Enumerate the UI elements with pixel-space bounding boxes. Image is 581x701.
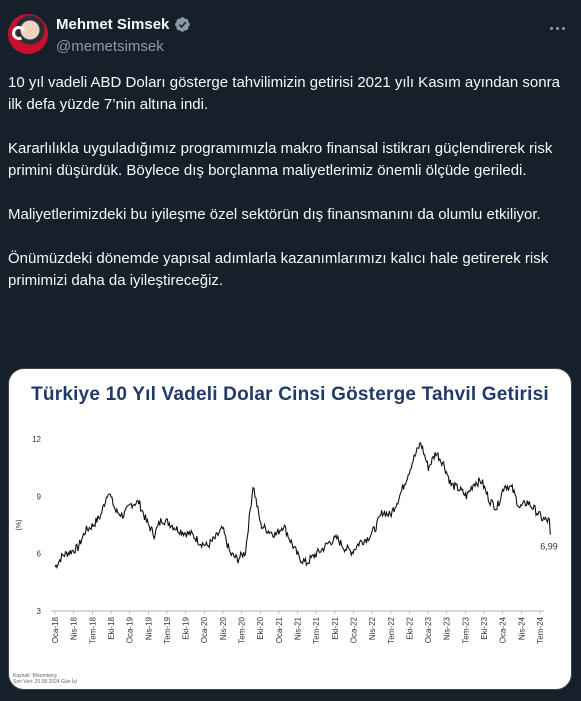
author-name-line[interactable]	[56, 16, 191, 33]
x-tick-label: Nis-21	[293, 617, 303, 641]
tweet-paragraph: Kararlılıkla uyguladığımız programımızla makro finansal istikrarı güçlendirerek risk primini düşürdük. Böylece dış borçlanma maliyetlerimiz önemli ölçüde geriledi.	[8, 140, 553, 179]
x-tick-label: Tem-19	[162, 617, 172, 644]
verified-badge-icon	[174, 16, 191, 33]
x-tick-label: Eki-22	[405, 617, 415, 640]
x-tick-label: Nis-24	[517, 617, 527, 641]
chart-source-line: Kaynak: Bloomberg	[13, 673, 57, 679]
chart-image[interactable]	[8, 368, 572, 690]
x-tick-label: Oca-22	[349, 617, 359, 644]
x-tick-label: Tem-24	[536, 617, 545, 644]
x-tick-label: Eki-21	[330, 617, 340, 640]
yield-series-line	[55, 443, 550, 568]
x-tick-label: Oca-20	[200, 617, 210, 644]
tweet-paragraph: 10 yıl vadeli ABD Doları gösterge tahvilimizin getirisi 2021 yılı Kasım ayından sonra ilk defa yüzde 7’nin altına indi.	[8, 74, 560, 113]
y-tick-label: 12	[32, 435, 41, 444]
display-name[interactable]: Mehmet Simsek	[56, 16, 170, 33]
x-tick-label: Nis-23	[442, 617, 452, 641]
y-tick-label: 6	[36, 549, 41, 559]
y-tick-label: 9	[36, 492, 41, 502]
x-tick-label: Tem-23	[461, 617, 471, 644]
tweet-text	[8, 72, 568, 314]
x-tick-label: Nis-22	[368, 617, 378, 641]
x-tick-label: Tem-22	[386, 617, 396, 644]
avatar[interactable]	[8, 14, 48, 54]
x-tick-label: Eki-20	[256, 617, 266, 640]
y-axis-label: (%)	[16, 519, 23, 531]
tweet-paragraph: Maliyetlerimizdeki bu iyileşme özel sektörün dış finansmanını da olumlu etkiliyor.	[8, 206, 541, 223]
x-tick-label: Nis-19	[144, 617, 154, 641]
chart-source-line: Son Veri: 20.08.2024 Gün İçi	[13, 679, 77, 685]
x-tick-label: Tem-21	[312, 617, 322, 644]
more-options-icon[interactable]	[547, 18, 567, 38]
x-tick-label: Oca-24	[498, 617, 508, 644]
y-tick-label: 3	[36, 607, 41, 616]
x-tick-label: Tem-18	[88, 617, 98, 644]
x-tick-label: Nis-20	[218, 617, 228, 641]
x-tick-label: Oca-19	[125, 617, 135, 644]
x-tick-label: Tem-20	[237, 617, 247, 644]
tweet-header	[0, 0, 581, 70]
x-tick-label: Eki-23	[480, 617, 490, 640]
x-tick-label: Eki-18	[106, 617, 116, 640]
x-tick-label: Oca-23	[424, 617, 434, 644]
x-tick-label: Nis-18	[69, 617, 79, 641]
x-tick-label: Eki-19	[181, 617, 191, 640]
bond-yield-chart	[9, 421, 572, 690]
x-tick-label: Oca-21	[274, 617, 284, 644]
tweet-paragraph: Önümüzdeki dönemde yapısal adımlarla kazanımlarımızı kalıcı hale getirerek risk primimizi daha da iyileştireceğiz.	[8, 250, 549, 289]
user-handle[interactable]: @memetsimsek	[56, 38, 164, 55]
x-tick-label: Oca-18	[51, 617, 60, 644]
last-value-label: 6,99	[540, 541, 558, 552]
chart-title: Türkiye 10 Yıl Vadeli Dolar Cinsi Gösterge Tahvil Getirisi	[31, 384, 549, 405]
chart-source	[13, 673, 77, 685]
